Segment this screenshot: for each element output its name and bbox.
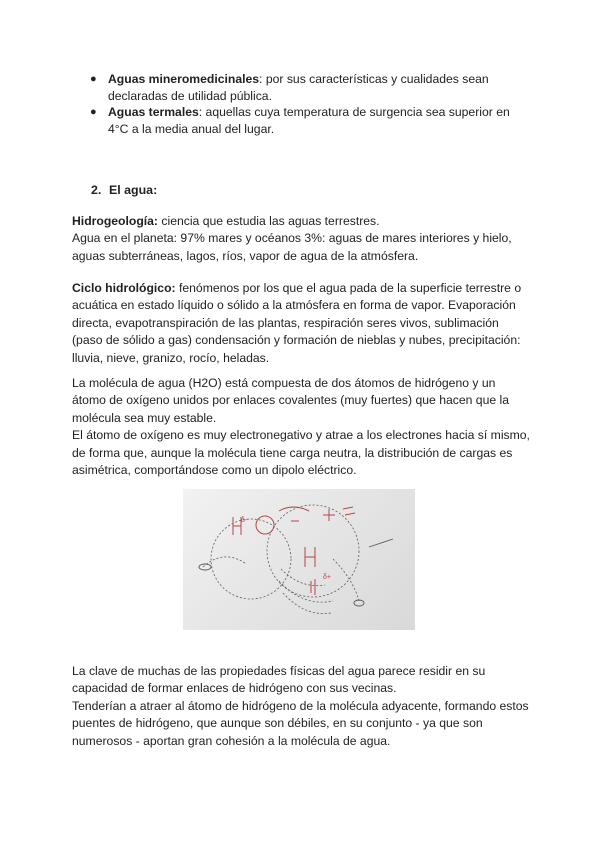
clave-text-2: Tenderían a atraer al átomo de hidrógeno de la molécula adyacente, formando estos puentes de hidrógeno, que aunque son débiles, en su conjunto - ya que son numerosos - aportan gran cohesión a la molécula de agua. (72, 698, 529, 748)
bullet-icon: ● (90, 106, 97, 119)
list-item-text: : por sus características y cualidades sean declaradas de utilidad pública. (108, 72, 489, 103)
hidrogeologia-text: ciencia que estudia las aguas terrestres. (158, 214, 380, 228)
molecula-text-2: El átomo de oxígeno es muy electronegativo y atrae a los electrones hacia sí mismo, de forma que, aunque la molécula tiene carga neutra, la distribución de cargas es asimétrica, comportándose como un dipolo eléctrico. (72, 428, 530, 478)
bullet-icon: ● (90, 73, 97, 85)
svg-text:δ+: δ+ (323, 574, 331, 581)
list-item (88, 104, 528, 137)
section-heading (91, 183, 157, 197)
list-item-text: : aquellas cuya temperatura de surgencia sea superior en 4°C a la media anual del lugar. (108, 105, 510, 136)
clave-text-1: La clave de muchas de las propiedades físicas del agua parece residir en su capacidad de formar enlaces de hidrógeno con sus vecinas. (72, 664, 486, 696)
section-number: 2. (91, 183, 102, 197)
list-item (88, 71, 528, 104)
molecula-paragraph (72, 375, 532, 479)
list-item-term: Aguas mineromedicinales (108, 72, 260, 86)
ciclo-term: Ciclo hidrológico: (72, 281, 176, 295)
hidrogeologia-paragraph (72, 213, 532, 265)
agua-planeta-text: Agua en el planeta: 97% mares y océanos 3%: aguas de mares interiores y hielo, aguas subterráneas, lagos, ríos, vapor de agua de la atmósfera. (72, 231, 512, 263)
molecula-text-1: La molécula de agua (H2O) está compuesta de dos átomos de hidrógeno y un átomo de oxígeno unidos por enlaces covalentes (muy fuertes) que hacen que la molécula sea muy estable. (72, 376, 509, 425)
section-title: El agua: (109, 183, 158, 197)
svg-text:δ-: δ- (241, 517, 248, 524)
hidrogeologia-term: Hidrogeología: (72, 214, 158, 228)
list-item-term: Aguas termales (108, 105, 199, 120)
ciclo-paragraph (72, 280, 532, 367)
ciclo-text: fenómenos por los que el agua pada de la superficie terrestre o acuática en estado líquido o sólido a la atmósfera en forma de vapor. Evaporación directa, evapotranspiración de las plantas, respiración seres vivos, sublimación (paso de sólido a gas) condensación y formación de nieblas y nubes, precipitación: lluvia, nieve, granizo, rocío, heladas. (72, 281, 522, 365)
whiteboard-photo (183, 489, 415, 630)
clave-paragraph (72, 663, 532, 750)
water-molecule-sketch (183, 489, 415, 630)
water-types-list (88, 71, 528, 137)
